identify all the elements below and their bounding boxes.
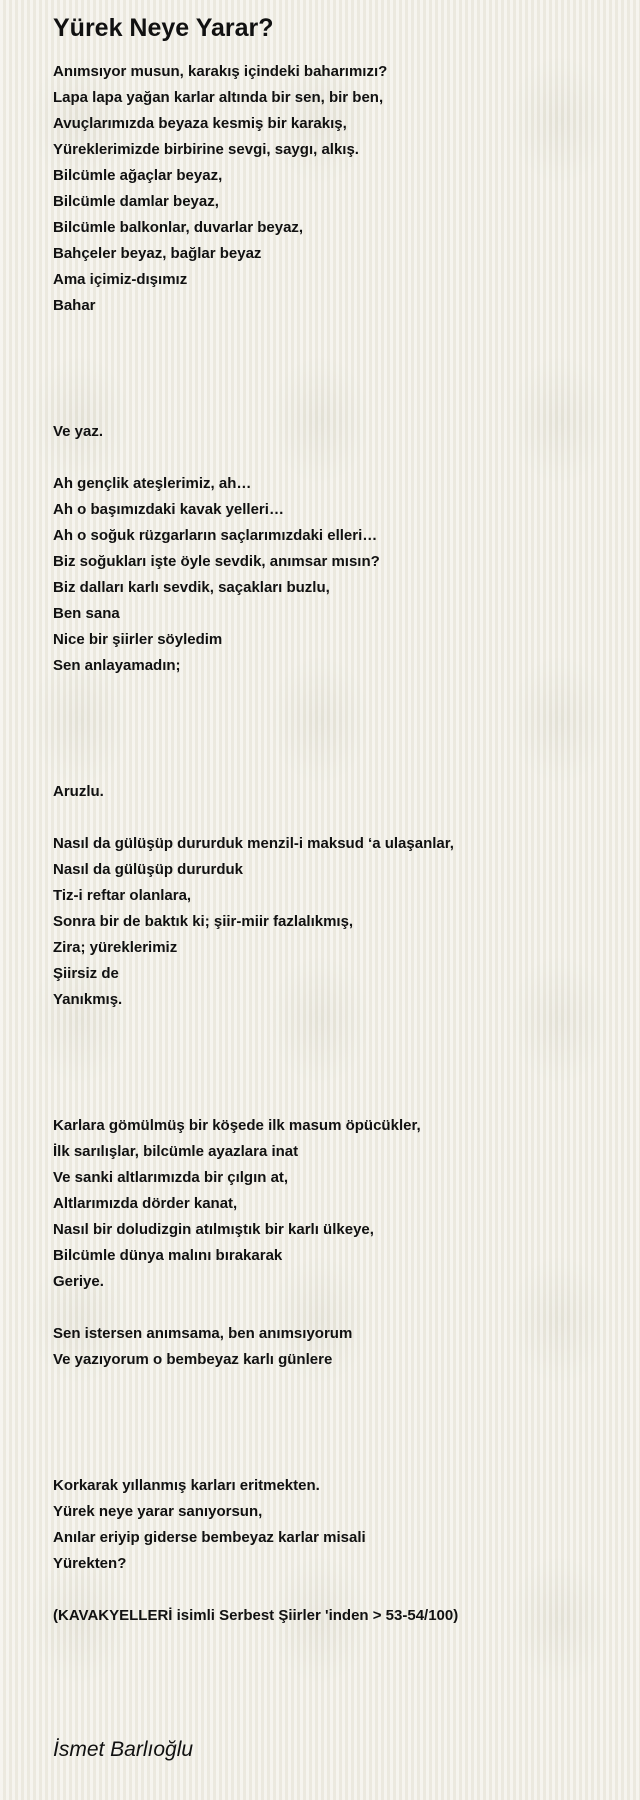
- poem-line: Bahçeler beyaz, bağlar beyaz: [53, 245, 262, 262]
- stanza: [53, 1113, 623, 1295]
- poem-line: Yüreklerimizde birbirine sevgi, saygı, alkış.: [53, 141, 359, 158]
- poem-line: Ben sana: [53, 605, 120, 622]
- poem-line: Karlara gömülmüş bir köşede ilk masum öpücükler,: [53, 1117, 421, 1134]
- poem-line: Anılar eriyip giderse bembeyaz karlar misali: [53, 1529, 366, 1546]
- stanza-gap: [53, 805, 623, 831]
- stanza-gap: [53, 1577, 623, 1603]
- poem-source-note: (KAVAKYELLERİ isimli Serbest Şiirler 'inden > 53-54/100): [53, 1607, 459, 1624]
- stanza: [53, 831, 623, 1013]
- stanza-gap: [53, 319, 623, 419]
- stanza: [53, 1473, 623, 1577]
- poem-title: Yürek Neye Yarar?: [53, 14, 274, 42]
- stanza-gap: [53, 679, 623, 779]
- stanza: [53, 779, 623, 805]
- poem-line: Sen istersen anımsama, ben anımsıyorum: [53, 1325, 353, 1342]
- stanza: [53, 1321, 623, 1373]
- stanza: [53, 59, 623, 319]
- poem-line: Ah o soğuk rüzgarların saçlarımızdaki elleri…: [53, 527, 378, 544]
- stanza-gap: [53, 1013, 623, 1113]
- poem-line: Bilcümle dünya malını bırakarak: [53, 1247, 283, 1264]
- poem-line: Tiz-i reftar olanlara,: [53, 887, 192, 904]
- stanza: [53, 471, 623, 679]
- poem-line: Nasıl da gülüşüp dururduk: [53, 861, 244, 878]
- poem-line: Avuçlarımızda beyaza kesmiş bir karakış,: [53, 115, 347, 132]
- poem-line: Nasıl bir doludizgin atılmıştık bir karlı ülkeye,: [53, 1221, 374, 1238]
- poem-line: Ah o başımızdaki kavak yelleri…: [53, 501, 284, 518]
- poem-line: Ah gençlik ateşlerimiz, ah…: [53, 475, 252, 492]
- poem-line: Bilcümle balkonlar, duvarlar beyaz,: [53, 219, 304, 236]
- stanza-gap: [53, 445, 623, 471]
- poem-line: Zira; yüreklerimiz: [53, 939, 178, 956]
- poem-line: Ve yazıyorum o bembeyaz karlı günlere: [53, 1351, 333, 1368]
- poem-line: Biz soğukları işte öyle sevdik, anımsar mısın?: [53, 553, 380, 570]
- stanza: [53, 419, 623, 445]
- poem-line: İlk sarılışlar, bilcümle ayazlara inat: [53, 1143, 299, 1160]
- poem-line: Nasıl da gülüşüp dururduk menzil-i maksud ‘a ulaşanlar,: [53, 835, 454, 852]
- poem-line: Şiirsiz de: [53, 965, 119, 982]
- poem-line: Ve yaz.: [53, 423, 104, 440]
- poem-author: İsmet Barlıoğlu: [53, 1738, 194, 1761]
- poem-line: Ve sanki altlarımızda bir çılgın at,: [53, 1169, 289, 1186]
- poem-line: Bilcümle damlar beyaz,: [53, 193, 219, 210]
- poem-line: Bahar: [53, 297, 96, 314]
- poem-line: Altlarımızda dörder kanat,: [53, 1195, 238, 1212]
- poem-line: Bilcümle ağaçlar beyaz,: [53, 167, 223, 184]
- poem-line: Lapa lapa yağan karlar altında bir sen, bir ben,: [53, 89, 384, 106]
- poem-line: Aruzlu.: [53, 783, 104, 800]
- poem-line: Anımsıyor musun, karakış içindeki baharımızı?: [53, 63, 388, 80]
- poem-line: Nice bir şiirler söyledim: [53, 631, 223, 648]
- poem-line: Sen anlayamadın;: [53, 657, 181, 674]
- poem-line: Ama içimiz-dışımız: [53, 271, 188, 288]
- poem-line: Korkarak yıllanmış karları eritmekten.: [53, 1477, 320, 1494]
- poem-line: Geriye.: [53, 1273, 104, 1290]
- poem-body: [53, 59, 623, 1629]
- poem-page: [53, 0, 623, 1761]
- stanza-gap: [53, 1373, 623, 1473]
- poem-line: Sonra bir de baktık ki; şiir-miir fazlalıkmış,: [53, 913, 354, 930]
- poem-line: Yürek neye yarar sanıyorsun,: [53, 1503, 263, 1520]
- poem-line: Biz dalları karlı sevdik, saçakları buzlu,: [53, 579, 330, 596]
- stanza-gap: [53, 1295, 623, 1321]
- poem-line: Yanıkmış.: [53, 991, 123, 1008]
- poem-line: Yürekten?: [53, 1555, 127, 1572]
